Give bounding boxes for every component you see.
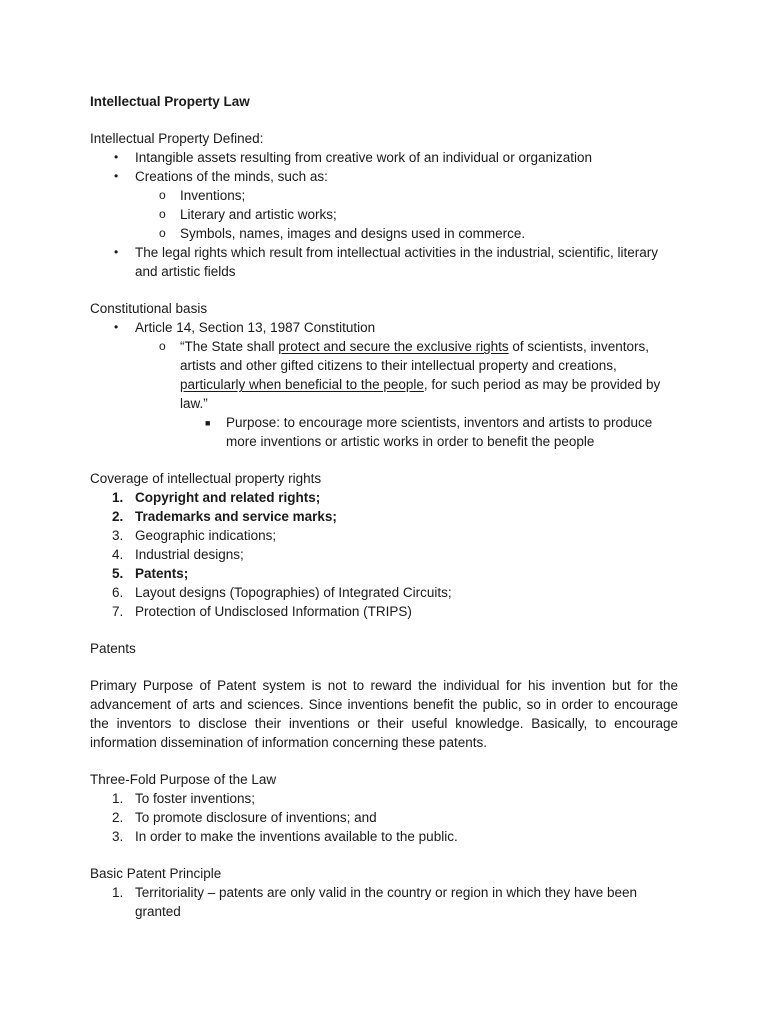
circle-bullet-icon: o <box>159 207 166 221</box>
bullet-icon: • <box>114 150 119 164</box>
list-item: 3. In order to make the inventions available to the public. <box>112 829 458 844</box>
ip-defined-heading: Intellectual Property Defined: <box>90 131 264 146</box>
coverage-heading: Coverage of intellectual property rights <box>90 471 322 486</box>
bullet-icon: • <box>114 320 119 334</box>
sub-list-item: o Inventions; <box>159 188 246 203</box>
sub-list-item: o Symbols, names, images and designs used in commerce. <box>159 226 526 241</box>
list-item: • Article 14, Section 13, 1987 Constitution <box>114 320 376 335</box>
list-item: 3. Geographic indications; <box>112 528 277 543</box>
circle-bullet-icon: o <box>159 188 166 202</box>
list-item: 4. Industrial designs; <box>112 547 244 562</box>
underlined-phrase: protect and secure the exclusive rights <box>278 339 509 354</box>
list-item: 6. Layout designs (Topographies) of Integrated Circuits; <box>112 585 452 600</box>
three-fold-list <box>90 789 678 846</box>
circle-bullet-icon: o <box>159 339 166 353</box>
square-bullet-icon: ■ <box>205 418 211 428</box>
three-fold-heading: Three-Fold Purpose of the Law <box>90 772 277 787</box>
circle-bullet-icon: o <box>159 226 166 240</box>
list-item: • Intangible assets resulting from creative work of an individual or organization <box>114 150 592 165</box>
principle-heading: Basic Patent Principle <box>90 866 222 881</box>
patents-paragraph: Primary Purpose of Patent system is not to reward the individual for his invention but for the advancement of arts and sciences. Since inventions benefit the public, so in order to encourage the inventors to disclose their inventions or their useful knowledge. Basically, to encourage information dissemination of information concerning these patents. <box>90 678 678 750</box>
list-item: • Creations of the minds, such as: <box>114 169 328 184</box>
constitutional-list <box>90 318 678 451</box>
list-item: 1. Copyright and related rights; <box>112 490 321 505</box>
list-item: 5. Patents; <box>112 566 189 581</box>
ip-defined-list <box>90 148 678 281</box>
quote-item: o “The State shall protect and secure the exclusive rights of scientists, inventors, artists and other gifted citizens to their intellectual property and creations, particularly when beneficial to the people, for such period as may be provided by law.” <box>159 339 661 411</box>
principle-list <box>90 883 678 921</box>
list-item: 2. Trademarks and service marks; <box>112 509 337 524</box>
sub-list-item: o Literary and artistic works; <box>159 207 337 222</box>
list-item: 1. To foster inventions; <box>112 791 256 806</box>
patents-heading: Patents <box>90 641 136 656</box>
bullet-icon: • <box>114 245 119 259</box>
list-item: 2. To promote disclosure of inventions; and <box>112 810 377 825</box>
coverage-list <box>90 488 678 621</box>
document-title: Intellectual Property Law <box>90 94 250 109</box>
bullet-icon: • <box>114 169 119 183</box>
purpose-item: ■ Purpose: to encourage more scientists, inventors and artists to produce more inventions or artistic works in order to benefit the people <box>205 415 653 449</box>
list-item: 1. Territoriality – patents are only valid in the country or region in which they have been granted <box>112 885 638 919</box>
document-page <box>90 92 678 921</box>
underlined-phrase: particularly when beneficial to the people <box>180 377 424 392</box>
list-item: • The legal rights which result from intellectual activities in the industrial, scientific, literary and artistic fields <box>114 245 658 279</box>
list-item: 7. Protection of Undisclosed Information (TRIPS) <box>112 604 412 619</box>
constitutional-heading: Constitutional basis <box>90 301 208 316</box>
